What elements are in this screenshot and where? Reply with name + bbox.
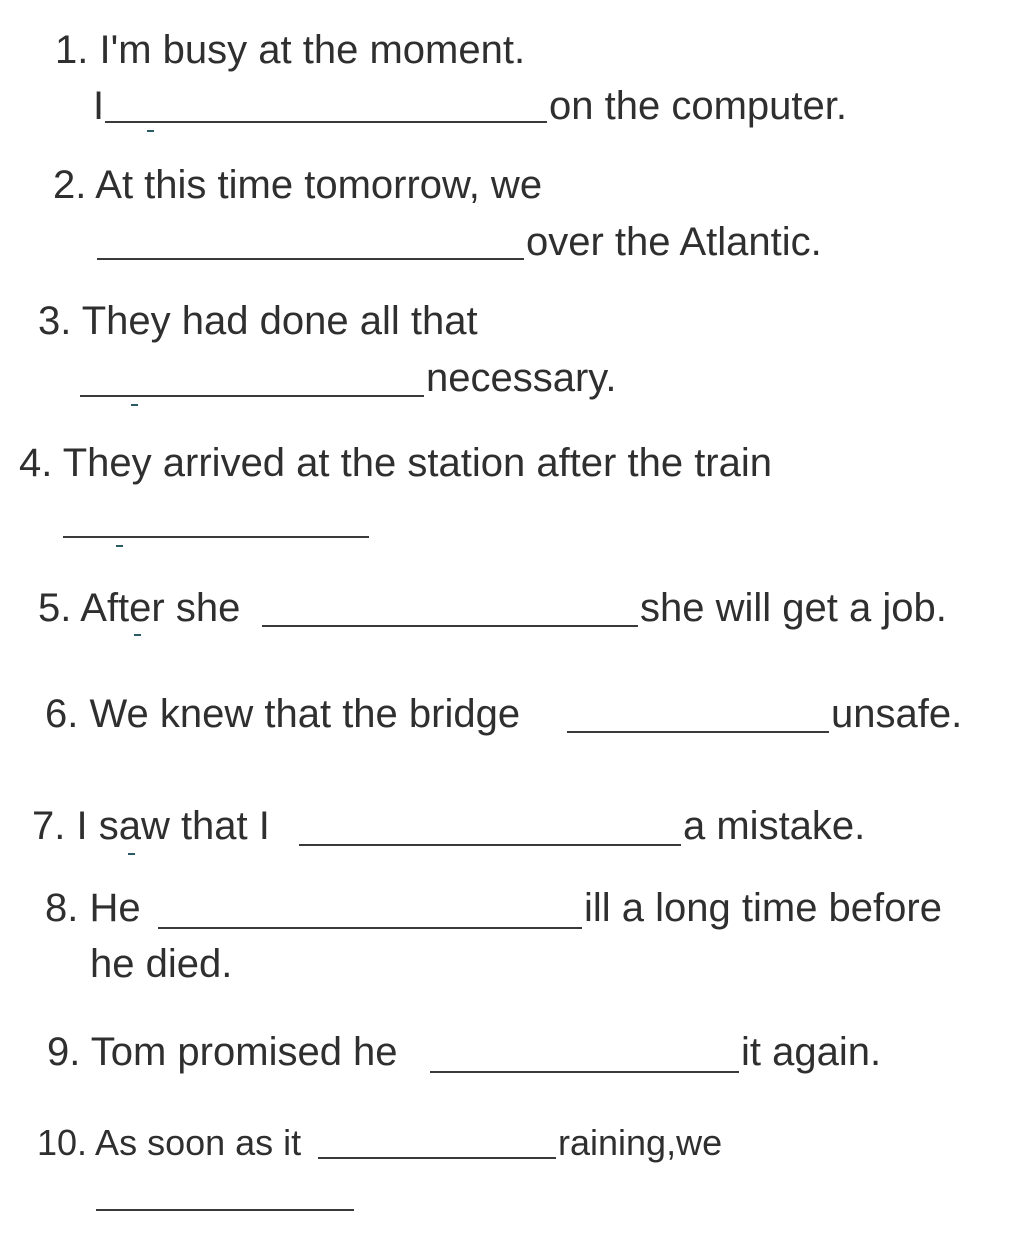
question-5-suffix: she will get a job. (640, 586, 947, 630)
question-6-suffix: unsafe. (831, 692, 963, 736)
pen-mark (128, 853, 135, 855)
question-10-blank-2[interactable] (96, 1209, 354, 1211)
question-3-suffix: necessary. (426, 356, 617, 400)
question-3-text: 3. They had done all that (38, 299, 478, 343)
question-10-suffix: raining,we (558, 1122, 723, 1163)
question-7-blank[interactable] (299, 844, 681, 846)
pen-mark (116, 545, 123, 547)
question-3-blank[interactable] (80, 395, 424, 397)
pen-mark (134, 634, 141, 636)
question-2-blank[interactable] (97, 258, 524, 260)
question-2-suffix: over the Atlantic. (526, 220, 822, 264)
pen-mark (131, 404, 138, 406)
question-1-text: 1. I'm busy at the moment. (55, 28, 526, 72)
question-10-prefix: 10. As soon as it (37, 1122, 302, 1163)
question-8-prefix: 8. He (45, 886, 141, 930)
question-10-blank-1[interactable] (318, 1157, 556, 1159)
question-9-blank[interactable] (430, 1071, 739, 1073)
question-6-blank[interactable] (567, 731, 829, 733)
question-8-blank[interactable] (158, 927, 582, 929)
question-5-prefix: 5. After she (38, 586, 241, 630)
question-1-suffix: on the computer. (549, 84, 847, 128)
question-8-suffix: ill a long time before (584, 886, 942, 930)
question-7-prefix: 7. I saw that I (32, 804, 270, 848)
question-4-text: 4. They arrived at the station after the train (19, 441, 773, 485)
question-5-blank[interactable] (262, 625, 638, 627)
question-1-blank[interactable] (105, 121, 547, 123)
question-8-continuation: he died. (90, 942, 233, 986)
question-7-suffix: a mistake. (683, 804, 866, 848)
question-4-blank[interactable] (63, 536, 369, 538)
question-6-prefix: 6. We knew that the bridge (45, 692, 521, 736)
question-9-suffix: it again. (741, 1030, 882, 1074)
question-2-text: 2. At this time tomorrow, we (53, 163, 543, 207)
pen-mark (147, 130, 154, 132)
question-9-prefix: 9. Tom promised he (47, 1030, 398, 1074)
question-1-prefix: I (93, 84, 105, 128)
